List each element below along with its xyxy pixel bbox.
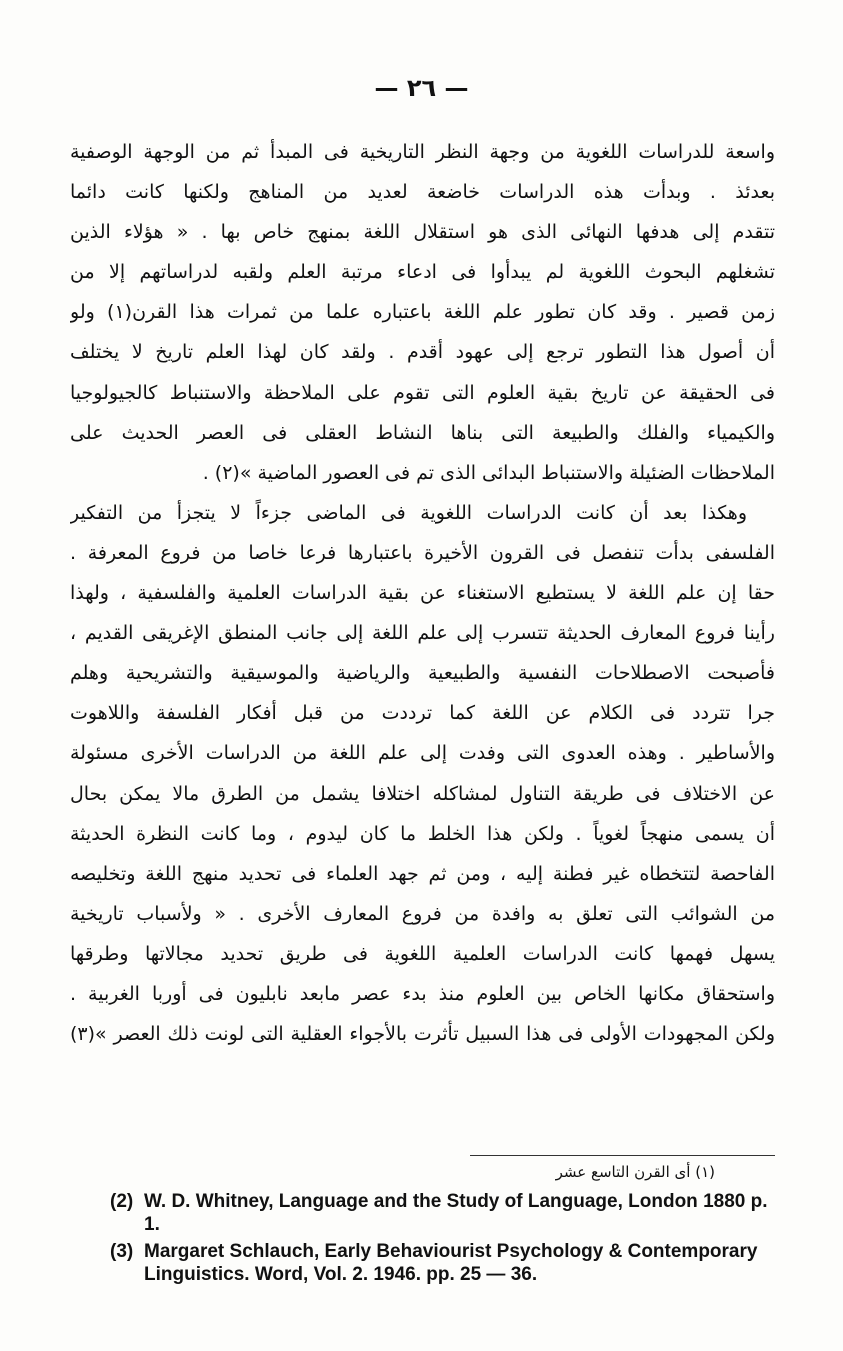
text-line: حقا إن علم اللغة لا يستطيع الاستغناء عن بقية الدراسات العلمية والفلسفية ، ولهذا xyxy=(70,582,775,605)
text-line: رأينا فروع المعارف الحديثة تتسرب إلى علم اللغة إلى جانب المنطق الإغريقى القديم ، xyxy=(70,622,775,645)
text-line: عن الاختلاف فى طريقة التناول لمشاكله اختلافا يشمل من الطرق مالا يمكن بحال xyxy=(70,782,775,805)
text-line: جرا تتردد فى الكلام عن اللغة كما ترددت من قبل أفكار الفلسفة واللاهوت xyxy=(70,702,775,725)
footnote-2 xyxy=(110,1190,775,1236)
footnote-3-marker: (3) xyxy=(110,1241,134,1262)
text-line: واسعة للدراسات اللغوية من وجهة النظر التاريخية فى المبدأ ثم من الوجهة الوصفية xyxy=(70,141,775,163)
text-line: والأساطير . وهذه العدوى التى وفدت إلى علم اللغة من الدراسات الأخرى مسئولة xyxy=(70,742,775,765)
text-line: تتقدم إلى هدفها النهائى الذى هو استقلال اللغة بمنهج خاص بها . « هؤلاء الذين xyxy=(70,221,775,244)
body-text xyxy=(70,132,775,1054)
text-line: الفلسفى بدأت تنفصل فى القرون الأخيرة باعتبارها فرعا خاصا من فروع المعرفة . xyxy=(70,541,775,564)
page-number: — ٢٦ — xyxy=(374,74,469,102)
text-line: أن يسمى منهجاً لغوياً . ولكن هذا الخلط ما كان ليدوم ، وما كانت النظرة الحديثة xyxy=(70,822,775,845)
text-line: أن أصول هذا التطور ترجع إلى عهود أقدم . ولقد كان لهذا العلم تاريخ لا يختلف xyxy=(70,341,775,364)
text-line: الملاحظات الضئيلة والاستنباط البدائى الذى تم فى العصور الماضية »(٢) . xyxy=(202,461,775,484)
text-line: الفاحصة لتتخطاه غير فطنة إليه ، ومن ثم جهد العلماء فى تحديد منهج اللغة وتخليصه xyxy=(70,862,775,885)
footnote-3-text: Margaret Schlauch, Early Behaviourist Psychology & Contemporary Linguistics. Word, Vol. 2. 1946. pp. 25 — 36. xyxy=(144,1241,758,1285)
text-line: زمن قصير . وقد كان تطور علم اللغة باعتباره علما من ثمرات هذا القرن(١) ولو xyxy=(70,301,775,324)
footnotes xyxy=(70,1158,775,1286)
text-line: واستحقاق مكانها الخاص بين العلوم منذ بدء عصر مابعد نابليون فى أوربا الغربية . xyxy=(70,982,775,1005)
footnote-2-marker: (2) xyxy=(110,1191,134,1212)
text-line: فأصبحت الاصطلاحات النفسية والطبيعية والرياضية والموسيقية والتشريحية وهلم xyxy=(70,662,775,685)
footnote-divider xyxy=(470,1155,775,1156)
footnote-2-text: W. D. Whitney, Language and the Study of Language, London 1880 p. 1. xyxy=(144,1191,768,1235)
text-line: فى الحقيقة عن تاريخ بقية العلوم التى تقوم على الملاحظة والاستنباط كالجيولوجيا xyxy=(70,381,775,404)
footnote-3 xyxy=(110,1240,775,1286)
text-line: بعدئذ . وبدأت هذه الدراسات خاضعة لعديد من المناهج ولكنها كانت دائما xyxy=(70,181,775,204)
text-line: من الشوائب التى تعلق به وافدة من فروع المعارف الأخرى . « ولأسباب تاريخية xyxy=(70,902,775,925)
text-line: ولكن المجهودات الأولى فى هذا السبيل تأثرت بالأجواء العقلية التى لونت ذلك العصر »(٣) xyxy=(70,1023,775,1046)
text-line: يسهل فهمها كانت الدراسات العلمية اللغوية فى طريق تحديد مجالاتها وطرقها xyxy=(70,942,775,965)
footnote-1: (١) أى القرن التاسع عشر xyxy=(555,1163,715,1181)
text-line: تشغلهم البحوث اللغوية لم يبدأوا فى ادعاء مرتبة العلم ولقبه لدراساتهم إلا من xyxy=(70,261,775,284)
text-line: وهكذا بعد أن كانت الدراسات اللغوية فى الماضى جزءاً لا يتجزأ من التفكير xyxy=(70,501,747,524)
text-line: والكيمياء والفلك والطبيعة التى بناها النشاط العقلى فى العصر الحديث على xyxy=(70,421,775,444)
